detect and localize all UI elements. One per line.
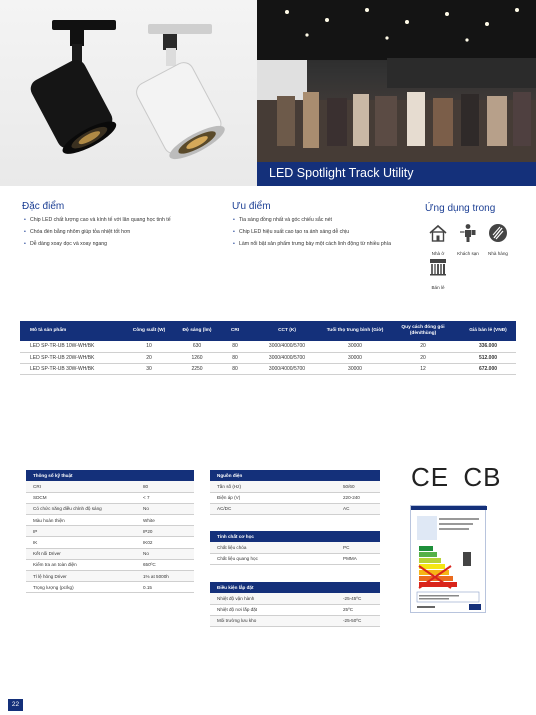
table-row: CRI 80 (26, 481, 194, 492)
table-row: LED SP-TR-UB 20W-WH/BK 20 1260 80 3000/4000/5700 30000 20 512.000 (20, 352, 516, 363)
app-home: Nhà ở (423, 222, 453, 256)
price: 672.000 (460, 363, 516, 374)
table-row: Có chức năng điều chỉnh độ sáng No (26, 503, 194, 514)
table-row: Trọng lượng (pc/kg) 0.15 (26, 582, 194, 593)
advantages-list (233, 214, 391, 250)
column-header: Tuổi thọ trung bình (Giờ) (324, 321, 386, 341)
power-title: Nguồn điện (210, 470, 380, 481)
list-item: • Tia sáng đồng nhất và góc chiếu sắc nét (233, 214, 391, 226)
applications-title: Ứng dụng trong (425, 203, 496, 214)
page-number: 22 (8, 699, 23, 711)
features-title: Đặc điểm (22, 201, 65, 212)
column-header: CRI (220, 321, 250, 341)
table-row: LED SP-TR-UB 30W-WH/BK 30 2250 80 3000/4000/5700 30000 12 672.000 (20, 363, 516, 374)
app-hotel: Khách sạn (453, 222, 483, 256)
cb-mark: CB (463, 462, 502, 492)
table-row: IK IK02 (26, 537, 194, 548)
column-header: Quy cách đóng gói (đèn/thùng) (386, 321, 460, 341)
app-retail: Bán lẻ (423, 256, 453, 290)
features-list (24, 214, 171, 250)
table-row: Kiểm tra an toàn điện 650ºC (26, 559, 194, 570)
energy-label (410, 505, 486, 613)
list-item: • Chóa đèn bằng nhôm giúp tỏa nhiệt tốt hơn (24, 226, 171, 238)
hero (0, 0, 536, 186)
certification-marks (411, 462, 501, 493)
restaurant-icon (487, 222, 509, 244)
price: 336.000 (460, 341, 516, 352)
table-row: Kết nối Driver No (26, 548, 194, 559)
table-row: Môi trường lưu kho -25-50ºC (210, 615, 380, 626)
column-header: Độ sáng (lm) (174, 321, 220, 341)
ce-mark: CE (411, 462, 450, 492)
table-row: IP IP20 (26, 526, 194, 537)
mechanical-table (210, 531, 380, 565)
column-header: Mô tả sản phẩm (20, 321, 124, 341)
mechanical-title: Tính chất cơ học (210, 531, 380, 542)
table-row: Chất liệu chóa PC (210, 542, 380, 553)
column-header: Công suất (W) (124, 321, 174, 341)
table-header-row (20, 321, 516, 341)
advantages-title: Ưu điểm (232, 201, 271, 212)
specs-title: Thông số kỹ thuật (26, 470, 194, 481)
table-row: Nhiệt độ vận hành -25-45ºC (210, 593, 380, 604)
table-row: LED SP-TR-UB 10W-WH/BK 10 630 80 3000/4000/5700 30000 20 336.000 (20, 341, 516, 352)
page-title: LED Spotlight Track Utility (269, 166, 414, 180)
table-row: Điện áp (V) 220-240 (210, 492, 380, 503)
energy-label-graphic (411, 506, 487, 614)
list-item: • Dễ dàng xoay dọc và xoay ngang (24, 238, 171, 250)
app-restaurant: Nhà hàng (483, 222, 513, 256)
column-header: Giá bán lẻ (VNĐ) (460, 321, 516, 341)
column-header: CCT (K) (250, 321, 324, 341)
price: 512.000 (460, 352, 516, 363)
installation-title: Điều kiện lắp đặt (210, 582, 380, 593)
product-table (20, 321, 516, 375)
list-item: • Làm nổi bật sản phẩm trưng bày một cách linh động từ nhiều phía (233, 238, 391, 250)
table-row: Tần số (Hz) 50/60 (210, 481, 380, 492)
store-photo (257, 0, 536, 186)
list-item: • Chip LED hiệu suất cao tạo ra ánh sáng dễ chịu (233, 226, 391, 238)
list-item: • Chip LED chất lượng cao và kính tế với lăn quang học tinh tế (24, 214, 171, 226)
retail-interior-image (257, 0, 536, 186)
specs-table (26, 470, 194, 593)
product-photo (0, 0, 257, 186)
table-row: SDCM < 7 (26, 492, 194, 503)
house-icon (427, 222, 449, 244)
table-row: Nhiệt độ nơi lắp đặt 25ºC (210, 604, 380, 615)
retail-icon (427, 256, 449, 278)
hero-title-bar (257, 162, 536, 186)
table-row: AC/DC AC (210, 503, 380, 514)
table-row: Chất liệu quang học PMMA (210, 553, 380, 564)
table-row: Màu hoàn thiện White (26, 515, 194, 526)
power-table (210, 470, 380, 515)
spotlight-image (0, 0, 257, 186)
installation-table (210, 582, 380, 627)
hotel-icon (457, 222, 479, 244)
table-row: Tỉ lệ hỏng Driver 1% at 5000h (26, 571, 194, 582)
